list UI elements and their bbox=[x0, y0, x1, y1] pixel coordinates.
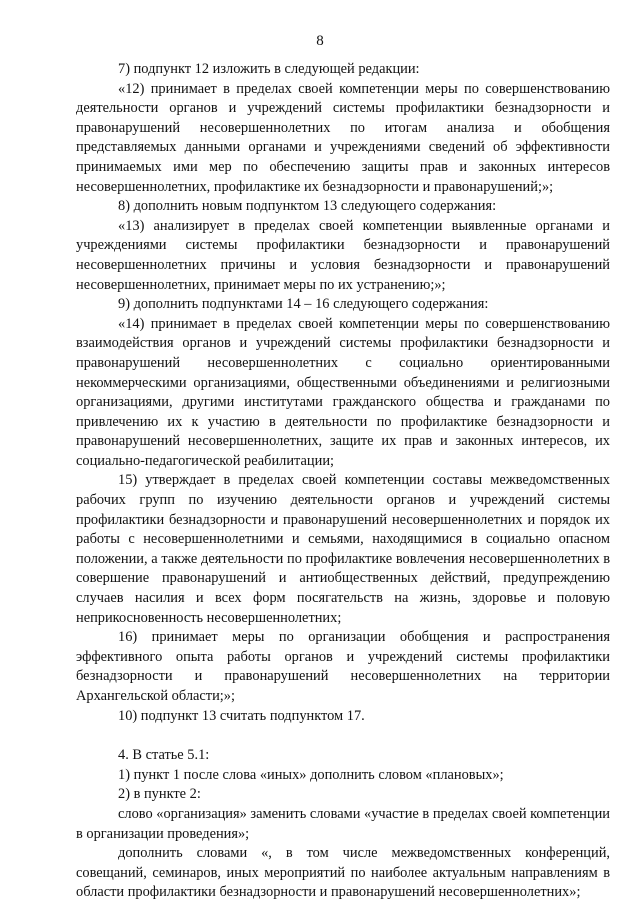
paragraph: дополнить словами «, в том числе межведомственных конференций, совещаний, семинаров, иных мероприятий по наиболее актуальным направлениям в области профилактики безнадзорности и правонарушений несовершеннолетних»; bbox=[76, 845, 610, 901]
paragraph: «13) анализирует в пределах своей компетенции выявленные органами и учреждениями системы профилактики безнадзорности и правонарушений несовершеннолетних причины и условия безнадзорности и правонарушений несовершеннолетних, принимает меры по их устранению;»; bbox=[76, 217, 610, 293]
paragraph: «12) принимает в пределах своей компетенции меры по совершенствованию деятельности органов и учреждений системы профилактики безнадзорности и правонарушений несовершеннолетних по итогам анализа и обобщения представляемых данными органами и учреждениями сведений об эффективности принимаемых ими мер по обеспечению защиты прав и законных интересов несовершеннолетних, профилактике их безнадзорности и правонарушений;»; bbox=[76, 80, 610, 195]
page-number: 8 bbox=[316, 33, 324, 49]
paragraph: 15) утверждает в пределах своей компетенции составы межведомственных рабочих групп по изучению деятельности органов и учреждений системы профилактики безнадзорности и правонарушений несовершеннолетних и порядок их работы с несовершеннолетними и семьями, находящимися в социально опасном положении, а также деятельности по профилактике вовлечения несовершеннолетних в совершение правонарушений и антиобщественных действий, предупреждению случаев насилия и всех форм посягательств на жизнь, здоровье и половую неприкосновенность несовершеннолетних; bbox=[76, 472, 610, 626]
paragraph: 8) дополнить новым подпунктом 13 следующего содержания: bbox=[118, 198, 497, 215]
paragraph: 4. В статье 5.1: bbox=[118, 747, 210, 764]
paragraph: «14) принимает в пределах своей компетенции меры по совершенствованию взаимодействия органов и учреждений системы профилактики безнадзорности и правонарушений несовершеннолетних с социально ориентированными некоммерческими организациями, общественными объединениями и религиозными организациями, другими институтами гражданского общества и гражданами по привлечению их к участию в деятельности по профилактике безнадзорности и правонарушений несовершеннолетних, защите их прав и законных интересов, их социально-педагогической реабилитации; bbox=[76, 315, 610, 469]
paragraph: 16) принимает меры по организации обобщения и распространения эффективного опыта работы органов и учреждений системы профилактики безнадзорности и правонарушений несовершеннолетних на территории Архангельской области;»; bbox=[76, 629, 610, 704]
paragraph: 2) в пункте 2: bbox=[118, 786, 201, 803]
paragraph: слово «организация» заменить словами «участие в пределах своей компетенции в организации проведения»; bbox=[76, 805, 610, 842]
paragraph: 9) дополнить подпунктами 14 – 16 следующего содержания: bbox=[118, 296, 489, 313]
paragraph: 7) подпункт 12 изложить в следующей редакции: bbox=[118, 61, 420, 77]
paragraph: 1) пункт 1 после слова «иных» дополнить словом «плановых»; bbox=[118, 766, 504, 783]
document-body bbox=[76, 60, 610, 903]
paragraph: 10) подпункт 13 считать подпунктом 17. bbox=[118, 707, 365, 724]
